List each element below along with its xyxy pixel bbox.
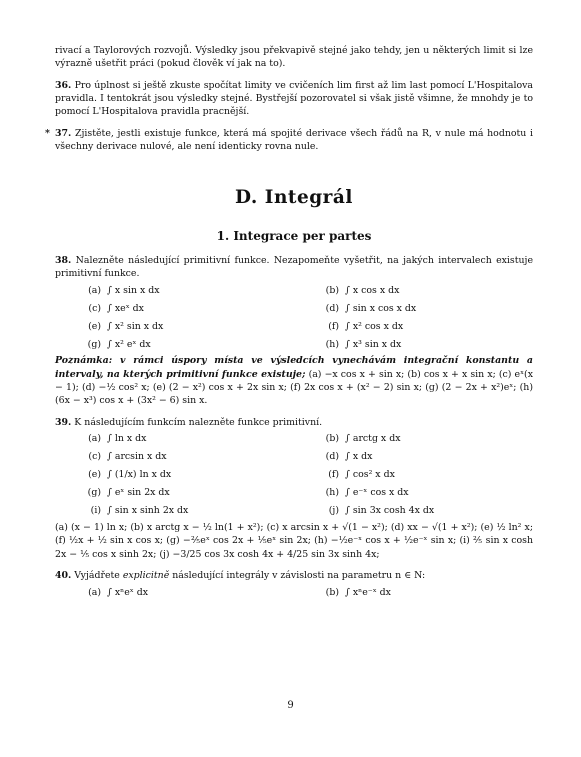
exercise-38-grid: [81, 281, 416, 353]
grid-row: [81, 430, 434, 448]
item-label: (h): [325, 487, 339, 499]
exercise-40: [55, 569, 533, 582]
item-label: (a): [88, 284, 101, 296]
exercise-number: 40.: [55, 570, 72, 582]
item-expression: ∫ x² eˣ dx: [107, 338, 151, 350]
grid-row: [81, 583, 391, 601]
grid-row: [81, 317, 416, 335]
item-label: (i): [90, 505, 101, 517]
grid-row: [81, 502, 434, 520]
item-expression: ∫ sin 3x cosh 4x dx: [345, 505, 435, 517]
item-expression: ∫ arcsin x dx: [107, 451, 167, 463]
results-list: (a) (x − 1) ln x; (b) x arctg x − ½ ln(1 + x²); (c) x arcsin x + √(1 − x²); (d) xx − √(1 + x²); (e) ½ ln² x; (f) ½x + ½ sin x cos x; (g) −⅖eˣ cos 2x + ⅕eˣ sin 2x; (h) −½e⁻ˣ cos x + ½e⁻ˣ sin x; (i) ⅖ sin x cosh 2x − ⅕ cos x sinh 2x; (j) −3/25 cos 3x cosh 4x + 4/25 sin 3x sinh 4x;: [55, 522, 533, 560]
exercise-37: [45, 127, 533, 154]
exercise-number: 39.: [55, 416, 72, 428]
item-label: (b): [325, 284, 339, 296]
section-title: 1. Integrace per partes: [216, 228, 372, 243]
item-label: (f): [328, 320, 339, 332]
item-expression: ∫ arctg x dx: [345, 433, 401, 445]
item-label: (h): [325, 338, 339, 350]
item-label: (j): [328, 505, 339, 517]
item-expression: ∫ x cos x dx: [345, 284, 400, 296]
item-label: (c): [88, 451, 101, 463]
exercise-text: Pro úplnost si ještě zkuste spočítat limity ve cvičeních lim first až lim last pomocí L'Hospitalova pravidla. I tentokrát jsou výsledky stejné. Bystřejší pozorovatel si však jistě všimne, že mnohdy je to pomocí L'Hospitalova pravidla pracnější.: [55, 79, 533, 118]
item-expression: ∫ x sin x dx: [107, 284, 160, 296]
item-label: (a): [88, 433, 101, 445]
exercise-number: 38.: [55, 254, 72, 266]
item-expression: ∫ sin x sinh 2x dx: [107, 505, 189, 517]
exercise-text: Zjistěte, jestli existuje funkce, která má spojité derivace všech řádů na R, v nule má hodnotu i všechny derivace nulové, ale není identicky rovna nule.: [55, 127, 533, 153]
exercise-40-grid: [81, 583, 391, 601]
item-label: (b): [325, 586, 339, 598]
exercise-intro: Nalezněte následující primitivní funkce. Nezapomeňte vyšetřit, na jakých intervalech existuje primitivní funkce.: [55, 254, 533, 280]
note-results: (a) −x cos x + sin x; (b) cos x + x sin x; (c) eˣ(x − 1); (d) −½ cos² x; (e) (2 − x²) cos x + 2x sin x; (f) 2x cos x + (x² − 2) sin x; (g) (2 − 2x + x²)eˣ; (h) (6x − x³) cos x + (3x² − 6) sin x.: [55, 368, 533, 407]
results-note: [55, 354, 533, 407]
item-label: (c): [88, 302, 101, 314]
item-expression: ∫ xeˣ dx: [107, 302, 144, 314]
grid-row: [81, 484, 434, 502]
note-label: Poznámka: v rámci úspory místa ve výsledcích vynechávám integrační konstantu a intervaly, na kterých primitivní funkce existuje;: [55, 355, 533, 380]
exercise-39: [55, 416, 533, 429]
exercise-38: [55, 254, 533, 281]
item-expression: ∫ e⁻ˣ cos x dx: [345, 487, 409, 499]
exercise-intro-start: Vyjádřete: [74, 570, 120, 582]
grid-row: [81, 335, 416, 353]
grid-row: [81, 299, 416, 317]
item-label: (b): [325, 433, 339, 445]
item-expression: ∫ (1/x) ln x dx: [107, 469, 172, 481]
page-number: 9: [287, 700, 294, 711]
exercise-39-grid: [81, 430, 434, 520]
item-label: (g): [87, 487, 101, 499]
item-expression: ∫ xⁿeˣ dx: [107, 586, 148, 598]
item-label: (e): [88, 469, 101, 481]
item-expression: ∫ cos² x dx: [345, 469, 395, 481]
item-label: (d): [325, 451, 339, 463]
continued-paragraph: rivací a Taylorových rozvojů. Výsledky jsou překvapivě stejné jako tehdy, jen u některých limit si lze výrazně ušetřit práci (pokud člověk ví jak na to).: [55, 45, 533, 70]
item-expression: ∫ sin x cos x dx: [345, 302, 417, 314]
exercise-number: 37.: [55, 127, 72, 139]
item-label: (e): [88, 320, 101, 332]
item-label: (a): [88, 586, 101, 598]
chapter-title: D. Integrál: [235, 187, 353, 209]
exercise-intro-emphasis: explicitně: [122, 570, 170, 582]
item-expression: ∫ x² sin x dx: [107, 320, 164, 332]
item-label: (g): [87, 338, 101, 350]
item-expression: ∫ x³ sin x dx: [345, 338, 402, 350]
exercise-intro: K následujícím funkcím nalezněte funkce primitivní.: [74, 416, 323, 428]
item-expression: ∫ x² cos x dx: [345, 320, 404, 332]
item-expression: ∫ xⁿe⁻ˣ dx: [345, 586, 391, 598]
exercise-intro-end: následující integrály v závislosti na parametru n ∈ N:: [172, 570, 426, 582]
item-expression: ∫ eˣ sin 2x dx: [107, 487, 170, 499]
item-expression: ∫ ln x dx: [107, 433, 147, 445]
exercise-36: [55, 79, 533, 119]
page-content: [45, 44, 533, 602]
difficulty-star: *: [45, 127, 50, 139]
item-label: (d): [325, 302, 339, 314]
exercise-number: 36.: [55, 79, 72, 91]
grid-row: [81, 281, 416, 299]
grid-row: [81, 448, 434, 466]
item-expression: ∫ x dx: [345, 451, 373, 463]
grid-row: [81, 466, 434, 484]
item-label: (f): [328, 469, 339, 481]
